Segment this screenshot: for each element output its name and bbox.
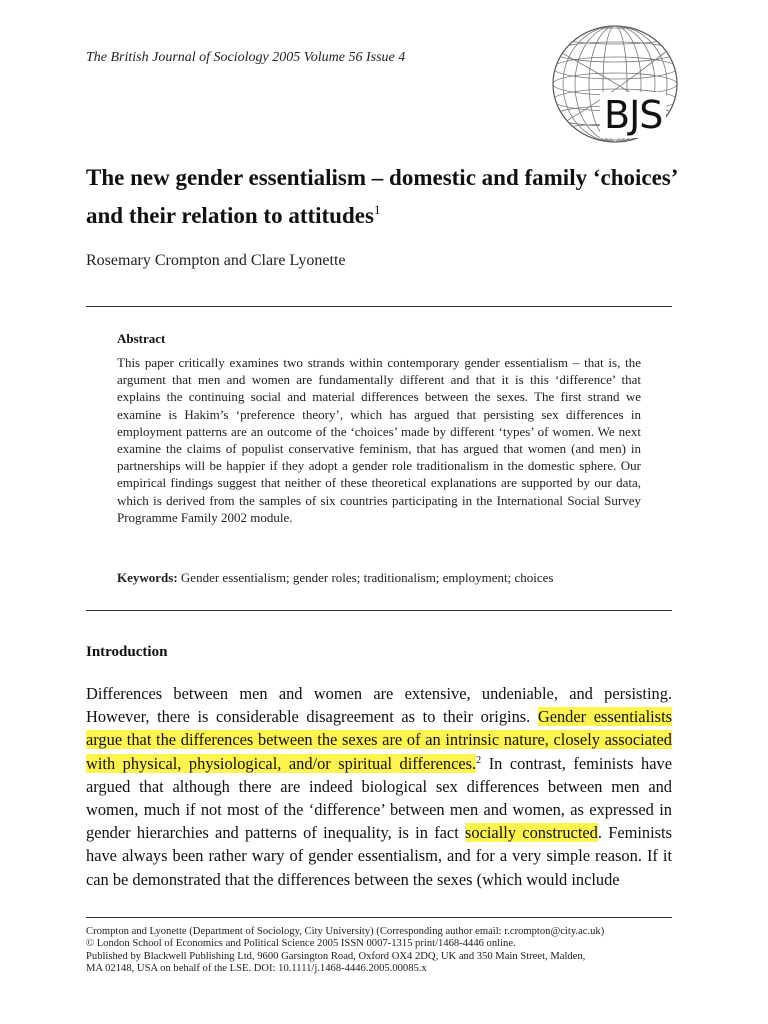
intro-text-1: Differences between men and women are extensive, undeniable, and persisting. However, there is considerable disagreement as to their origins. [86,684,672,727]
highlight-socially-constructed[interactable]: socially constructed [465,823,598,843]
footer-divider [86,917,672,918]
introduction-heading: Introduction [86,644,168,660]
keywords-label: Keywords: [117,570,178,585]
title-footnote-marker[interactable]: 1 [373,202,381,217]
intro-text-2: In contrast, feminists have argued that although there are indeed biological sex differences between men and women, much if not most of the ‘difference’ between men and women, as expressed in gender hierarchies and patterns of inequality, is in fact [86,753,672,843]
divider-top [86,306,672,307]
keywords-text: Gender essentialism; gender roles; traditionalism; employment; choices [180,570,554,585]
introduction-paragraph [86,682,672,891]
footnote-marker-2[interactable]: 2 [476,754,482,766]
abstract-heading: Abstract [117,331,166,346]
journal-citation: The British Journal of Sociology 2005 Volume 56 Issue 4 [86,50,406,65]
article-title-text: The new gender essentialism – domestic and family ‘choices’ and their relation to attitudes [86,165,677,228]
footer-notes [86,926,676,976]
article-title [86,162,686,232]
intro-text-3: . Feminists have always been rather wary of gender essentialism, and for a very simple reason. If it can be demonstrated that the differences between the sexes (which would include [86,823,672,889]
footer-copyright: © London School of Economics and Political Science 2005 ISSN 0007-1315 print/1468-4446 online. [86,938,516,950]
highlight-gender-essentialists[interactable]: Gender essentialists argue that the differences between the sexes are of an intrinsic nature, closely associated with physical, physiological, and/or spiritual differences. [86,707,672,773]
footer-doi: MA 02148, USA on behalf of the LSE. DOI: 10.1111/j.1468-4446.2005.00085.x [86,963,427,975]
keywords [117,570,657,586]
article-authors: Rosemary Crompton and Clare Lyonette [86,252,346,269]
footer-publisher: Published by Blackwell Publishing Ltd, 9600 Garsington Road, Oxford OX4 2DQ, UK and 350 Main Street, Malden, [86,950,586,962]
footer-affiliation: Crompton and Lyonette (Department of Sociology, City University) (Corresponding author email: r.crompton@city.ac.uk) [86,926,605,937]
abstract-text: This paper critically examines two strands within contemporary gender essentialism – that is, the argument that men and women are fundamentally different and that it is this ‘difference’ that explains the continuing social and material differences between the sexes. The first strand we examine is Hakim’s ‘preference theory’, which has argued that persisting sex differences in employment patterns are an outcome of the ‘choices’ made by different ‘types’ of women. We next examine the claims of populist conservative feminism, that has argued that women (and men) in partnerships will be happier if they adopt a gender role traditionalism in the domestic sphere. Our empirical findings suggest that neither of these theoretical explanations are supported by our data, which is derived from the samples of six countries participating in the International Social Survey Programme Family 2002 module. [117,355,641,525]
journal-logo-text: BJS [600,92,666,138]
divider-bottom [86,610,672,611]
